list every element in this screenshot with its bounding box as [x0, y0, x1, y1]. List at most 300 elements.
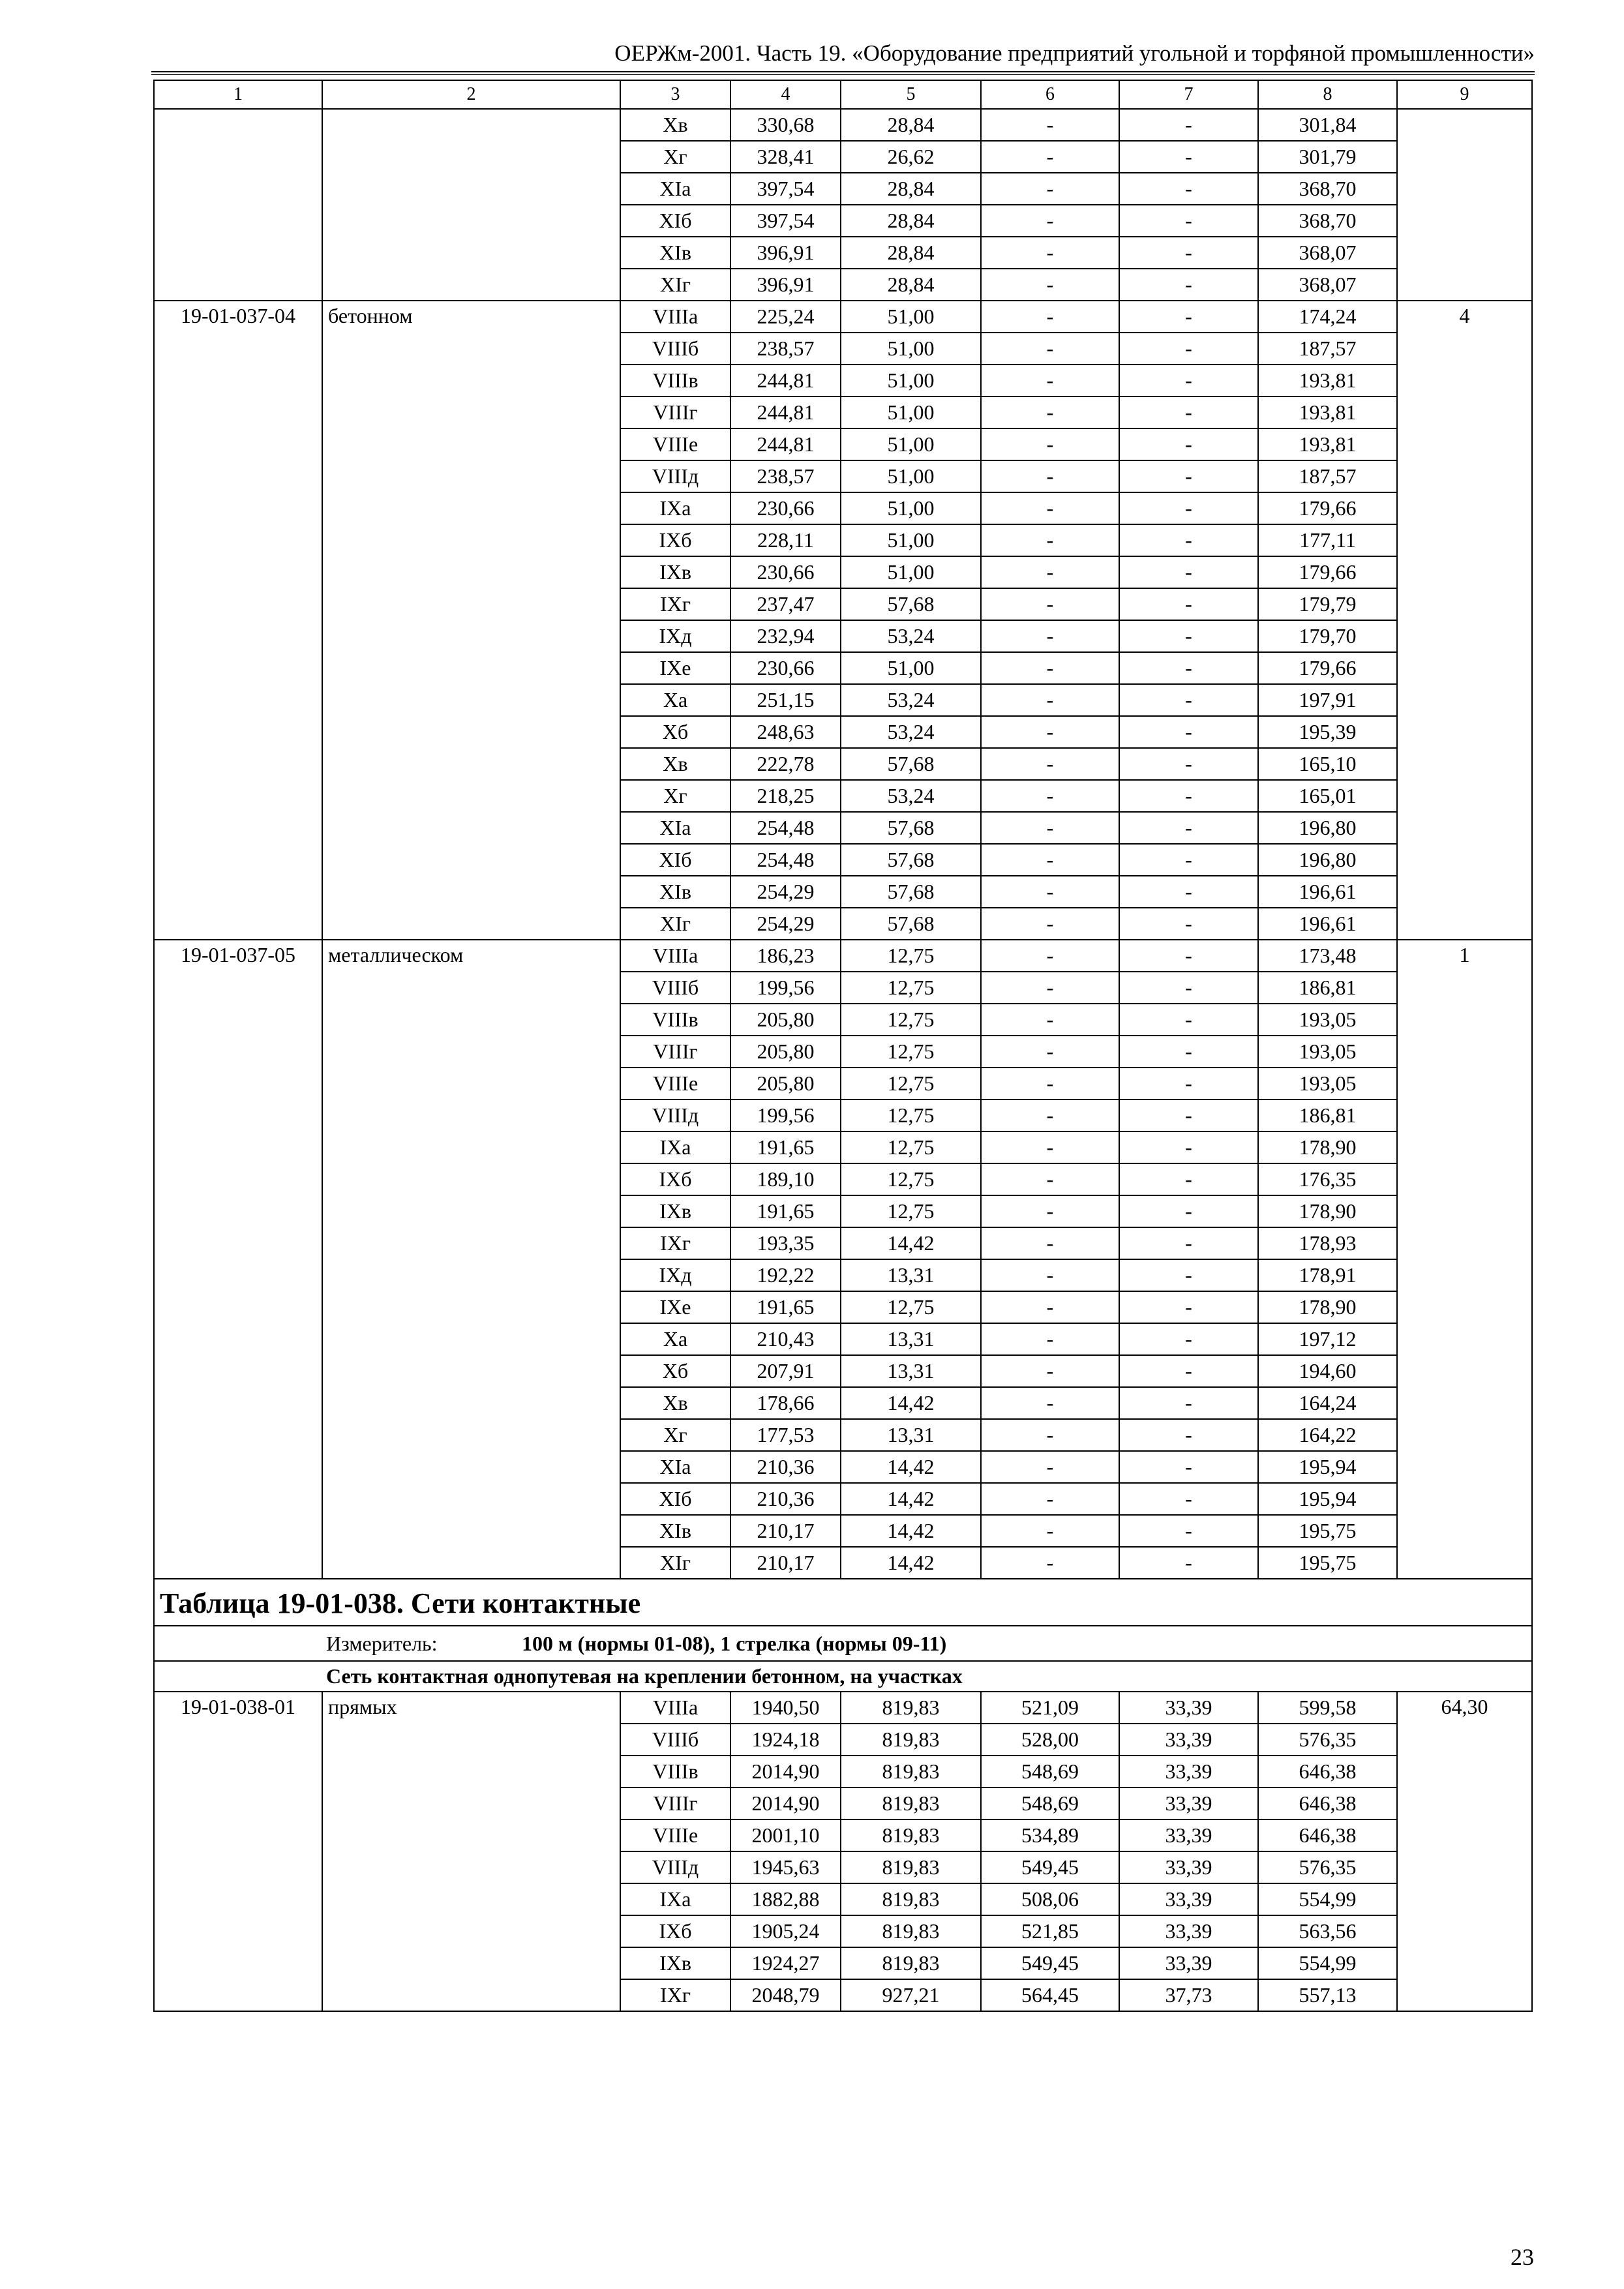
- table-cell: -: [1119, 940, 1258, 972]
- table-body: [154, 80, 1532, 2011]
- table-cell: Хб: [620, 716, 730, 748]
- meter-cell: [154, 1626, 1532, 1661]
- table-cell: 178,93: [1258, 1227, 1397, 1259]
- table-cell: 254,48: [730, 812, 841, 844]
- table-cell: -: [981, 1355, 1119, 1387]
- table-cell: 177,11: [1258, 524, 1397, 556]
- table-cell: -: [981, 620, 1119, 652]
- table-cell: IХа: [620, 492, 730, 524]
- table-cell: 13,31: [841, 1355, 981, 1387]
- table-cell: IХб: [620, 1163, 730, 1195]
- table-cell: 244,81: [730, 396, 841, 428]
- table-cell: ХIб: [620, 205, 730, 237]
- table-cell: 191,65: [730, 1195, 841, 1227]
- header-rule-thin: [151, 74, 1535, 75]
- table-cell: -: [981, 1387, 1119, 1419]
- table-cell: IХг: [620, 1227, 730, 1259]
- table-cell: 819,83: [841, 1724, 981, 1756]
- table-cell: VIIIе: [620, 428, 730, 460]
- table-cell: 554,99: [1258, 1883, 1397, 1915]
- table-cell: -: [1119, 396, 1258, 428]
- table-cell: -: [1119, 269, 1258, 301]
- table-cell: 57,68: [841, 844, 981, 876]
- table-cell: 232,94: [730, 620, 841, 652]
- header-rule: [151, 71, 1535, 72]
- table-cell: 646,38: [1258, 1788, 1397, 1819]
- table-cell: VIIIб: [620, 1724, 730, 1756]
- table-cell: 51,00: [841, 492, 981, 524]
- table-cell: 819,83: [841, 1851, 981, 1883]
- table-cell: VIIIб: [620, 972, 730, 1004]
- table-cell: 218,25: [730, 780, 841, 812]
- table-cell: -: [981, 205, 1119, 237]
- table-cell: 33,39: [1119, 1692, 1258, 1724]
- table-cell: 14,42: [841, 1547, 981, 1579]
- table-cell: 819,83: [841, 1947, 981, 1979]
- table-cell: -: [981, 492, 1119, 524]
- table-cell: -: [981, 1515, 1119, 1547]
- table-cell: -: [1119, 173, 1258, 205]
- column-numbers-row: [154, 80, 1532, 109]
- rate-name: металлическом: [322, 940, 620, 1579]
- table-cell: VIIIб: [620, 333, 730, 365]
- table-cell: -: [1119, 876, 1258, 908]
- table-cell: 12,75: [841, 1195, 981, 1227]
- table-cell: 192,22: [730, 1259, 841, 1291]
- table-cell: 646,38: [1258, 1756, 1397, 1788]
- table-cell: VIIIг: [620, 1788, 730, 1819]
- table-cell: -: [1119, 1195, 1258, 1227]
- table-cell: IХд: [620, 620, 730, 652]
- table-cell: -: [981, 1068, 1119, 1100]
- table-cell: -: [1119, 365, 1258, 396]
- table-cell: 330,68: [730, 109, 841, 141]
- table-cell: 33,39: [1119, 1819, 1258, 1851]
- table-cell: -: [981, 301, 1119, 333]
- table-cell: -: [981, 1100, 1119, 1131]
- table-cell: 222,78: [730, 748, 841, 780]
- table-cell: 205,80: [730, 1068, 841, 1100]
- section-title: Сеть контактная однопутевая на креплении бетонном, на участках: [154, 1661, 1532, 1692]
- extra-value: [1397, 109, 1532, 301]
- extra-value: 1: [1397, 940, 1532, 1579]
- table-row: [154, 301, 1532, 333]
- table-cell: 33,39: [1119, 1947, 1258, 1979]
- table-cell: 521,85: [981, 1915, 1119, 1947]
- table-cell: -: [981, 780, 1119, 812]
- table-cell: 57,68: [841, 876, 981, 908]
- table-cell: 2001,10: [730, 1819, 841, 1851]
- meter-row: [154, 1626, 1532, 1661]
- column-number: 4: [730, 80, 841, 109]
- table-cell: 12,75: [841, 940, 981, 972]
- table-cell: 173,48: [1258, 940, 1397, 972]
- table-cell: ХIб: [620, 1483, 730, 1515]
- table-cell: 176,35: [1258, 1163, 1397, 1195]
- table-cell: IХв: [620, 1195, 730, 1227]
- table-cell: 178,91: [1258, 1259, 1397, 1291]
- table-cell: 14,42: [841, 1227, 981, 1259]
- table-cell: -: [981, 940, 1119, 972]
- table-cell: 178,90: [1258, 1195, 1397, 1227]
- table-cell: 33,39: [1119, 1883, 1258, 1915]
- table-cell: 396,91: [730, 269, 841, 301]
- table-cell: 564,45: [981, 1979, 1119, 2011]
- table-cell: 189,10: [730, 1163, 841, 1195]
- column-number: 3: [620, 80, 730, 109]
- table-cell: VIIIд: [620, 460, 730, 492]
- table-cell: -: [981, 1036, 1119, 1068]
- table-cell: 2014,90: [730, 1788, 841, 1819]
- table-cell: 254,29: [730, 876, 841, 908]
- table-cell: 195,39: [1258, 716, 1397, 748]
- table-cell: -: [981, 1259, 1119, 1291]
- table-cell: -: [1119, 1355, 1258, 1387]
- column-number: 5: [841, 80, 981, 109]
- table-cell: -: [1119, 684, 1258, 716]
- table-cell: 57,68: [841, 748, 981, 780]
- meter-value: 100 м (нормы 01-08), 1 стрелка (нормы 09-11): [522, 1631, 947, 1655]
- table-cell: -: [1119, 1323, 1258, 1355]
- table-cell: -: [1119, 844, 1258, 876]
- column-number: 6: [981, 80, 1119, 109]
- column-number: 7: [1119, 80, 1258, 109]
- table-cell: IХг: [620, 1979, 730, 2011]
- table-cell: 13,31: [841, 1323, 981, 1355]
- table-cell: -: [1119, 1227, 1258, 1259]
- table-cell: 230,66: [730, 492, 841, 524]
- table-cell: -: [1119, 1259, 1258, 1291]
- table-cell: 548,69: [981, 1756, 1119, 1788]
- table-cell: -: [981, 1227, 1119, 1259]
- table-cell: -: [1119, 1387, 1258, 1419]
- table-cell: 186,81: [1258, 1100, 1397, 1131]
- table-cell: 2014,90: [730, 1756, 841, 1788]
- table-cell: -: [1119, 460, 1258, 492]
- table-cell: 196,61: [1258, 908, 1397, 940]
- table-cell: 53,24: [841, 684, 981, 716]
- table-cell: 254,48: [730, 844, 841, 876]
- table-cell: 14,42: [841, 1387, 981, 1419]
- table-cell: Хв: [620, 748, 730, 780]
- table-cell: 191,65: [730, 1131, 841, 1163]
- table-cell: 28,84: [841, 109, 981, 141]
- table-cell: 177,53: [730, 1419, 841, 1451]
- table-cell: ХIа: [620, 812, 730, 844]
- table-cell: -: [981, 396, 1119, 428]
- table-cell: 819,83: [841, 1819, 981, 1851]
- table-cell: -: [981, 1323, 1119, 1355]
- table-cell: 28,84: [841, 205, 981, 237]
- table-cell: 193,81: [1258, 428, 1397, 460]
- table-cell: Хв: [620, 109, 730, 141]
- table-cell: IХа: [620, 1131, 730, 1163]
- table-cell: IХг: [620, 588, 730, 620]
- table-cell: -: [1119, 1515, 1258, 1547]
- table-cell: -: [981, 460, 1119, 492]
- table-cell: -: [981, 333, 1119, 365]
- table-cell: IХв: [620, 1947, 730, 1979]
- table-cell: 248,63: [730, 716, 841, 748]
- table-cell: 1924,18: [730, 1724, 841, 1756]
- table-cell: 238,57: [730, 333, 841, 365]
- table-cell: 195,94: [1258, 1451, 1397, 1483]
- table-cell: -: [1119, 301, 1258, 333]
- table-cell: -: [1119, 492, 1258, 524]
- table-cell: -: [981, 365, 1119, 396]
- table-cell: 178,90: [1258, 1131, 1397, 1163]
- table-cell: 819,83: [841, 1788, 981, 1819]
- table-cell: Ха: [620, 684, 730, 716]
- table-cell: 193,05: [1258, 1068, 1397, 1100]
- table-cell: 28,84: [841, 269, 981, 301]
- table-cell: 12,75: [841, 1163, 981, 1195]
- table-cell: 548,69: [981, 1788, 1119, 1819]
- table-cell: -: [981, 908, 1119, 940]
- table-cell: Ха: [620, 1323, 730, 1355]
- table-cell: -: [1119, 1163, 1258, 1195]
- table-cell: 193,05: [1258, 1036, 1397, 1068]
- table-cell: ХIа: [620, 173, 730, 205]
- table-cell: 228,11: [730, 524, 841, 556]
- table-cell: 187,57: [1258, 333, 1397, 365]
- table-cell: -: [1119, 1036, 1258, 1068]
- table-cell: 599,58: [1258, 1692, 1397, 1724]
- table-cell: 53,24: [841, 716, 981, 748]
- table-cell: 12,75: [841, 1004, 981, 1036]
- table-cell: 51,00: [841, 301, 981, 333]
- table-cell: IХб: [620, 524, 730, 556]
- table-cell: -: [981, 1483, 1119, 1515]
- table-cell: 549,45: [981, 1947, 1119, 1979]
- table-cell: 528,00: [981, 1724, 1119, 1756]
- table-cell: 197,91: [1258, 684, 1397, 716]
- table-cell: -: [1119, 109, 1258, 141]
- table-cell: 2048,79: [730, 1979, 841, 2011]
- table-cell: 33,39: [1119, 1756, 1258, 1788]
- table-cell: 51,00: [841, 365, 981, 396]
- table-cell: 301,79: [1258, 141, 1397, 173]
- table-cell: VIIIв: [620, 1756, 730, 1788]
- table-cell: -: [981, 812, 1119, 844]
- table-cell: -: [1119, 1419, 1258, 1451]
- table-cell: 164,22: [1258, 1419, 1397, 1451]
- table-cell: -: [981, 588, 1119, 620]
- table-cell: IХе: [620, 652, 730, 684]
- table-cell: 33,39: [1119, 1724, 1258, 1756]
- table-cell: 195,75: [1258, 1515, 1397, 1547]
- table-cell: 12,75: [841, 972, 981, 1004]
- rate-code: 19-01-038-01: [154, 1692, 322, 2011]
- running-header: ОЕРЖм-2001. Часть 19. «Оборудование предприятий угольной и торфяной промышленности»: [614, 40, 1535, 66]
- table-cell: -: [981, 269, 1119, 301]
- table-cell: 1940,50: [730, 1692, 841, 1724]
- table-cell: -: [981, 876, 1119, 908]
- table-cell: 230,66: [730, 556, 841, 588]
- table-cell: -: [981, 173, 1119, 205]
- table-cell: Хг: [620, 141, 730, 173]
- table-caption-row: [154, 1579, 1532, 1626]
- table-cell: -: [1119, 1483, 1258, 1515]
- table-cell: VIIIе: [620, 1068, 730, 1100]
- table-cell: 179,66: [1258, 652, 1397, 684]
- table-cell: 186,23: [730, 940, 841, 972]
- table-cell: ХIб: [620, 844, 730, 876]
- table-cell: 207,91: [730, 1355, 841, 1387]
- table-cell: 51,00: [841, 396, 981, 428]
- table-cell: ХIв: [620, 1515, 730, 1547]
- table-cell: 205,80: [730, 1004, 841, 1036]
- table-cell: ХIа: [620, 1451, 730, 1483]
- table-cell: ХIг: [620, 1547, 730, 1579]
- table-cell: 368,07: [1258, 237, 1397, 269]
- table-cell: -: [981, 1291, 1119, 1323]
- extra-value: 64,30: [1397, 1692, 1532, 2011]
- table-cell: 12,75: [841, 1036, 981, 1068]
- table-cell: -: [981, 844, 1119, 876]
- table-cell: Хб: [620, 1355, 730, 1387]
- table-cell: IХв: [620, 556, 730, 588]
- table-cell: 254,29: [730, 908, 841, 940]
- table-cell: 196,61: [1258, 876, 1397, 908]
- table-cell: 196,80: [1258, 844, 1397, 876]
- table-cell: 179,79: [1258, 588, 1397, 620]
- table-cell: -: [1119, 780, 1258, 812]
- table-cell: 554,99: [1258, 1947, 1397, 1979]
- table-cell: -: [981, 716, 1119, 748]
- page-number: 23: [1511, 2244, 1534, 2270]
- table-row: [154, 109, 1532, 141]
- table-cell: -: [1119, 1451, 1258, 1483]
- table-cell: 210,43: [730, 1323, 841, 1355]
- table-cell: -: [1119, 141, 1258, 173]
- table-cell: 368,70: [1258, 205, 1397, 237]
- table-cell: -: [1119, 1004, 1258, 1036]
- table-cell: 819,83: [841, 1692, 981, 1724]
- table-cell: 196,80: [1258, 812, 1397, 844]
- table-cell: 197,12: [1258, 1323, 1397, 1355]
- table-cell: 230,66: [730, 652, 841, 684]
- rate-code: 19-01-037-05: [154, 940, 322, 1579]
- column-number: 8: [1258, 80, 1397, 109]
- table-cell: 238,57: [730, 460, 841, 492]
- table-cell: VIIIв: [620, 1004, 730, 1036]
- table-cell: 195,75: [1258, 1547, 1397, 1579]
- table-cell: -: [981, 1004, 1119, 1036]
- table-cell: 1945,63: [730, 1851, 841, 1883]
- table-cell: 1924,27: [730, 1947, 841, 1979]
- table-cell: IХа: [620, 1883, 730, 1915]
- table-cell: 12,75: [841, 1131, 981, 1163]
- table-cell: 51,00: [841, 460, 981, 492]
- table-cell: 225,24: [730, 301, 841, 333]
- table-cell: ХIв: [620, 876, 730, 908]
- table-cell: VIIIа: [620, 1692, 730, 1724]
- table-cell: 178,66: [730, 1387, 841, 1419]
- table-cell: 174,24: [1258, 301, 1397, 333]
- table-caption: [154, 1579, 1532, 1626]
- table-cell: -: [1119, 333, 1258, 365]
- table-cell: -: [981, 972, 1119, 1004]
- table-cell: -: [1119, 524, 1258, 556]
- table-cell: -: [1119, 652, 1258, 684]
- table-cell: -: [981, 1131, 1119, 1163]
- table-cell: -: [981, 652, 1119, 684]
- table-row: [154, 1692, 1532, 1724]
- table-cell: 199,56: [730, 972, 841, 1004]
- table-cell: 53,24: [841, 780, 981, 812]
- table-cell: VIIIе: [620, 1819, 730, 1851]
- table-cell: 210,17: [730, 1515, 841, 1547]
- table-cell: 28,84: [841, 237, 981, 269]
- table-cell: 28,84: [841, 173, 981, 205]
- table-cell: VIIIг: [620, 396, 730, 428]
- table-cell: 51,00: [841, 652, 981, 684]
- table-cell: 33,39: [1119, 1915, 1258, 1947]
- table-cell: 14,42: [841, 1451, 981, 1483]
- table-cell: -: [1119, 748, 1258, 780]
- table-cell: VIIIг: [620, 1036, 730, 1068]
- table-cell: 51,00: [841, 524, 981, 556]
- table-cell: 193,05: [1258, 1004, 1397, 1036]
- table-cell: 179,66: [1258, 492, 1397, 524]
- table-cell: 53,24: [841, 620, 981, 652]
- table-cell: 194,60: [1258, 1355, 1397, 1387]
- table-row: [154, 940, 1532, 972]
- table-cell: 193,81: [1258, 365, 1397, 396]
- table-cell: 26,62: [841, 141, 981, 173]
- table-cell: -: [1119, 812, 1258, 844]
- table-cell: 251,15: [730, 684, 841, 716]
- table-cell: -: [981, 1163, 1119, 1195]
- table-cell: 210,17: [730, 1547, 841, 1579]
- table-cell: 396,91: [730, 237, 841, 269]
- table-cell: 508,06: [981, 1883, 1119, 1915]
- table-title: Таблица 19-01-038. Сети контактные: [160, 1587, 641, 1619]
- table-cell: -: [981, 109, 1119, 141]
- table-cell: 244,81: [730, 428, 841, 460]
- table-cell: 165,10: [1258, 748, 1397, 780]
- table-cell: 186,81: [1258, 972, 1397, 1004]
- table-cell: Хв: [620, 1387, 730, 1419]
- table-cell: 12,75: [841, 1291, 981, 1323]
- table-cell: -: [1119, 972, 1258, 1004]
- table-cell: 819,83: [841, 1883, 981, 1915]
- table-cell: 1882,88: [730, 1883, 841, 1915]
- table-cell: -: [981, 428, 1119, 460]
- table-cell: ХIг: [620, 269, 730, 301]
- rate-code: [154, 109, 322, 301]
- table-cell: -: [1119, 1068, 1258, 1100]
- extra-value: 4: [1397, 301, 1532, 940]
- table-cell: 819,83: [841, 1756, 981, 1788]
- table-cell: -: [1119, 1291, 1258, 1323]
- table-cell: -: [1119, 1131, 1258, 1163]
- table-cell: -: [981, 524, 1119, 556]
- table-cell: 51,00: [841, 556, 981, 588]
- table-cell: 301,84: [1258, 109, 1397, 141]
- table-cell: 328,41: [730, 141, 841, 173]
- table-cell: ХIг: [620, 908, 730, 940]
- table-cell: 1905,24: [730, 1915, 841, 1947]
- section-row: [154, 1661, 1532, 1692]
- table-cell: -: [1119, 1100, 1258, 1131]
- rate-name: [322, 109, 620, 301]
- table-cell: 57,68: [841, 812, 981, 844]
- table-cell: 12,75: [841, 1068, 981, 1100]
- table-cell: -: [1119, 620, 1258, 652]
- table-cell: 51,00: [841, 428, 981, 460]
